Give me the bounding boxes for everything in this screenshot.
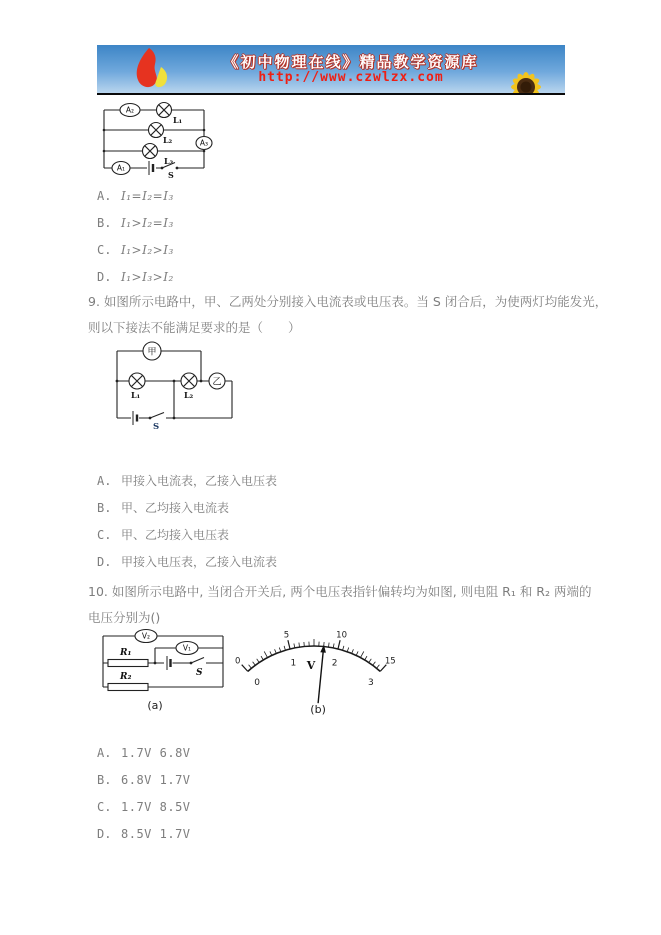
option-letter: C. [97,528,112,542]
option-text: 1.7V 8.5V [121,800,191,814]
q8-option-b [97,216,174,230]
scale-tick [253,662,256,666]
option-text: 6.8V 1.7V [121,773,191,787]
scale-tick [373,662,376,666]
q8-option-c [97,243,174,257]
option-letter: B. [97,216,112,230]
option-letter: D. [97,827,112,841]
logo-flame-red [137,48,157,87]
scale-tick [365,656,367,660]
option-text: 甲、乙均接入电流表 [121,501,230,515]
scale-outer-label: 0 [234,656,241,667]
option-text: 甲、乙均接入电压表 [121,528,230,542]
logo-flame-yellow [155,67,167,87]
option-text: 甲接入电压表，乙接入电流表 [121,555,278,569]
scale-tick [361,651,364,657]
option-text: 甲接入电流表，乙接入电压表 [121,474,278,488]
sunflower-icon [497,61,555,95]
option-text: 8.5V 1.7V [121,827,191,841]
option-letter: C. [97,243,112,257]
figure-a-caption: (a) [147,699,163,712]
option-letter: C. [97,800,112,814]
site-logo-icon [119,47,181,93]
option-text: I₁=I₂=I₃ [121,189,174,203]
lamp-l3-label: L₃ [164,156,174,166]
option-text: I₁>I₂=I₃ [121,216,174,230]
scale-tick [369,659,372,663]
scale-tick [257,659,260,663]
scale-tick [249,665,252,669]
option-letter: A. [97,746,112,760]
option-letter: D. [97,555,112,569]
option-letter: B. [97,501,112,515]
lamp-l2-label: L₂ [163,135,173,145]
q9-text-line2: 则以下接法不能满足要求的是（ ） [88,320,301,335]
voltmeter-scale [235,630,396,716]
q10-option-c [97,800,191,814]
q9-circuit-figure [104,336,254,432]
banner-title: 《初中物理在线》精品教学资源库 [223,53,479,71]
scale-inner-label: 0 [254,677,260,688]
q9-option-a [97,472,277,489]
scale-inner-label: 3 [368,677,374,688]
scale-tick [377,665,380,669]
option-text: I₁>I₃>I₂ [121,270,174,284]
switch-s-label: S [168,170,174,180]
option-letter: A. [97,474,112,488]
q10-meter-figure [234,620,409,717]
ammeter-a3-label: A₃ [199,138,209,148]
resistor-r1-label: R₁ [120,648,132,658]
scale-outer-label: 5 [283,630,290,641]
meter-needle [318,651,323,704]
scale-outer-label: 10 [336,630,348,641]
switch-s-label: S [153,422,160,432]
scale-inner-label: 2 [331,658,338,669]
meter-yi-label: 乙 [212,377,222,388]
q10-text-line1: 10. 如图所示电路中, 当闭合开关后, 两个电压表指针偏转均为如图, 则电阻 R₁ 和 R₂ 两端的 [88,584,592,599]
q10-option-b [97,773,191,787]
meter-jia-label: 甲 [147,347,157,358]
q9-option-c [97,526,229,543]
q8-option-d [97,270,174,284]
switch-blade [191,658,204,664]
option-letter: A. [97,189,112,203]
lamp-l1-label: L₁ [173,115,183,125]
figure-b-caption: (b) [310,703,326,717]
scale-inner-label: 1 [290,658,297,669]
ammeter-a2-label: A₂ [125,105,135,115]
option-letter: B. [97,773,112,787]
switch-s-label: S [196,668,203,678]
q8-option-a [97,189,174,203]
q10-option-d [97,827,191,841]
q10-option-a [97,746,191,760]
banner-url-link[interactable]: http://www.czwlzx.com [258,70,444,85]
option-text: 1.7V 6.8V [121,746,191,760]
q9-text-line1: 9. 如图所示电路中，甲、乙两处分别接入电流表或电压表。当 S 闭合后，为使两灯均能发光， [88,294,608,309]
scale-tick [288,640,290,649]
option-letter: D. [97,270,112,284]
scale-tick [338,640,340,649]
q9-option-b [97,499,229,516]
q8-circuit-figure [100,98,212,182]
ammeter-a1-label: A₁ [116,163,126,173]
switch-blade [150,413,164,419]
scale-tick [242,665,248,672]
resistor-r2-label: R₂ [120,672,132,682]
q9-option-d [97,553,277,570]
lamp-l1-label: L₁ [131,390,141,400]
q10-text-line2: 电压分别为() [88,610,161,625]
site-banner [97,45,565,95]
lamp-l2-label: L₂ [184,390,194,400]
option-text: I₁>I₂>I₃ [121,243,174,257]
q10-circuit-figure [98,627,233,719]
scale-tick [264,651,267,657]
scale-tick [261,656,263,660]
scale-outer-label: 15 [384,656,396,667]
voltmeter-v2-label: V₂ [141,631,151,641]
voltmeter-v1-label: V₁ [182,643,192,653]
meter-unit-label: V [306,659,316,672]
